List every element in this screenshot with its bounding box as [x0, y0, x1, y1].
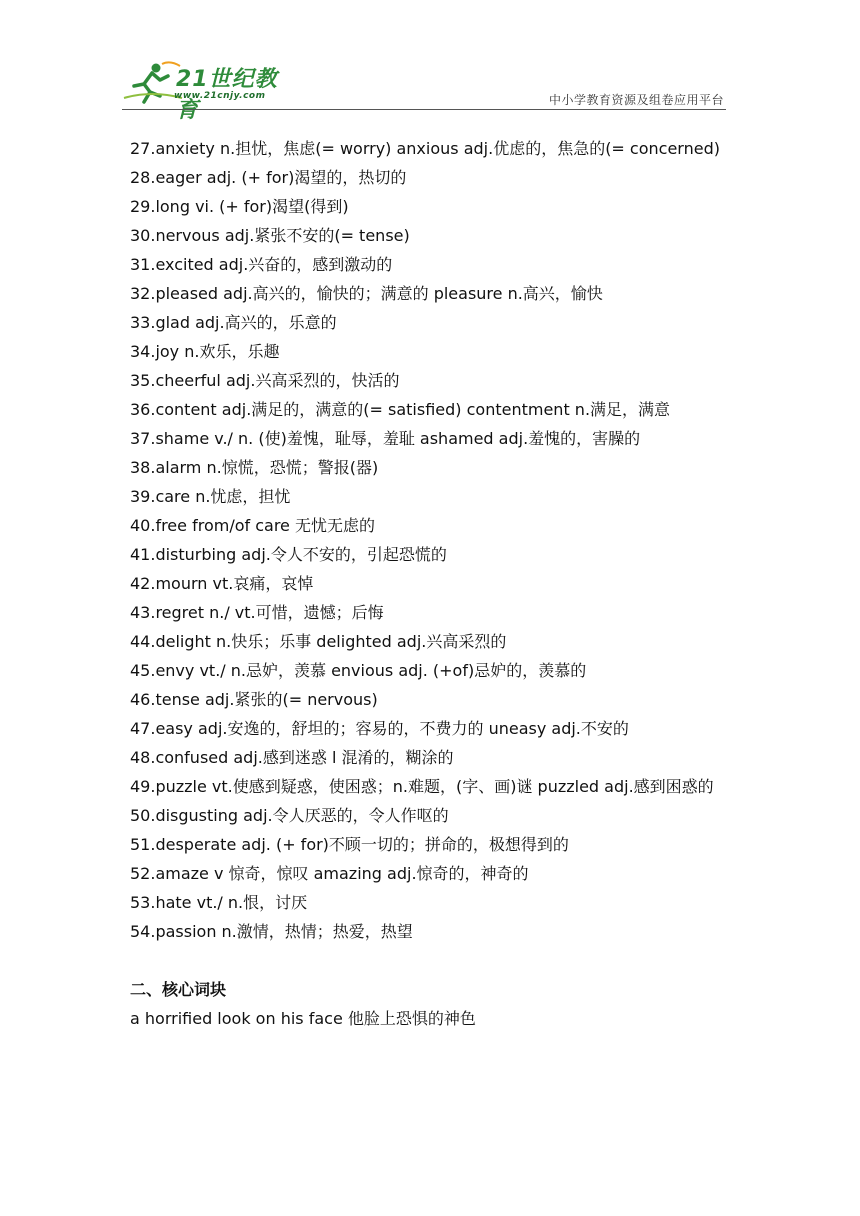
vocab-entry: 28.eager adj. (+ for)渴望的，热切的: [130, 168, 407, 187]
vocab-entry: 52.amaze v 惊奇，惊叹 amazing adj.惊奇的，神奇的: [130, 864, 529, 883]
logo-wordmark: 21世纪教育: [176, 67, 278, 123]
page-header: [122, 60, 726, 123]
vocab-entry: 39.care n.忧虑，担忧: [130, 487, 291, 506]
vocab-entry: 40.free from/of care 无忧无虑的: [130, 516, 375, 535]
vocab-entry: 53.hate vt./ n.恨，讨厌: [130, 893, 308, 912]
vocab-entry: 48.confused adj.感到迷惑 l 混淆的，糊涂的: [130, 748, 454, 767]
vocab-entry: 50.disgusting adj.令人厌恶的，令人作呕的: [130, 806, 449, 825]
vocab-content: [130, 134, 730, 1033]
vocab-entry: 54.passion n.激情，热情；热爱，热望: [130, 922, 413, 941]
vocab-entry: 33.glad adj.高兴的，乐意的: [130, 313, 337, 332]
site-logo: [122, 60, 292, 123]
vocab-entry: 36.content adj.满足的，满意的(= satisfied) contentment n.满足，满意: [130, 400, 671, 419]
section-title: 二、核心词块: [130, 980, 227, 999]
vocab-entry: 44.delight n.快乐；乐事 delighted adj.兴高采烈的: [130, 632, 507, 651]
vocab-entry: 42.mourn vt.哀痛，哀悼: [130, 574, 314, 593]
logo-url: www.21cnjy.com: [174, 91, 266, 101]
vocab-entry: 35.cheerful adj.兴高采烈的，快活的: [130, 371, 400, 390]
site-tagline: 中小学教育资源及组卷应用平台: [548, 93, 724, 107]
vocab-entry: 31.excited adj.兴奋的，感到激动的: [130, 255, 393, 274]
vocab-entry: 27.anxiety n.担忧，焦虑(= worry) anxious adj.优虑的，焦急的(= concerned): [130, 139, 720, 158]
header-divider: [122, 109, 726, 110]
vocab-entry: 37.shame v./ n. (使)羞愧，耻辱，羞耻 ashamed adj.羞愧的，害臊的: [130, 429, 641, 448]
vocab-entry: 30.nervous adj.紧张不安的(= tense): [130, 226, 410, 245]
vocab-entry: 29.long vi. (+ for)渴望(得到): [130, 197, 349, 216]
vocab-entry: 38.alarm n.惊慌，恐慌；警报(器): [130, 458, 379, 477]
vocab-entry: 34.joy n.欢乐，乐趣: [130, 342, 280, 361]
phrase-list: [130, 1004, 730, 1033]
vocab-entry: 46.tense adj.紧张的(= nervous): [130, 690, 378, 709]
vocab-entry: 45.envy vt./ n.忌妒，羡慕 envious adj. (+of)忌妒的，羡慕的: [130, 661, 587, 680]
phrase-entry: a horrified look on his face 他脸上恐惧的神色: [130, 1009, 476, 1028]
vocab-entry: 43.regret n./ vt.可惜，遗憾；后悔: [130, 603, 384, 622]
vocab-entry: 51.desperate adj. (+ for)不顾一切的；拼命的，极想得到的: [130, 835, 569, 854]
vocab-entry: 32.pleased adj.高兴的，愉快的；满意的 pleasure n.高兴，愉快: [130, 284, 603, 303]
vocab-entry: 49.puzzle vt.使感到疑惑，使困惑；n.难题，(字、画)谜 puzzled adj.感到困惑的: [130, 777, 714, 796]
vocab-entry: 41.disturbing adj.令人不安的，引起恐慌的: [130, 545, 447, 564]
vocab-list: [130, 134, 730, 946]
vocab-entry: 47.easy adj.安逸的，舒坦的；容易的，不费力的 uneasy adj.不安的: [130, 719, 629, 738]
